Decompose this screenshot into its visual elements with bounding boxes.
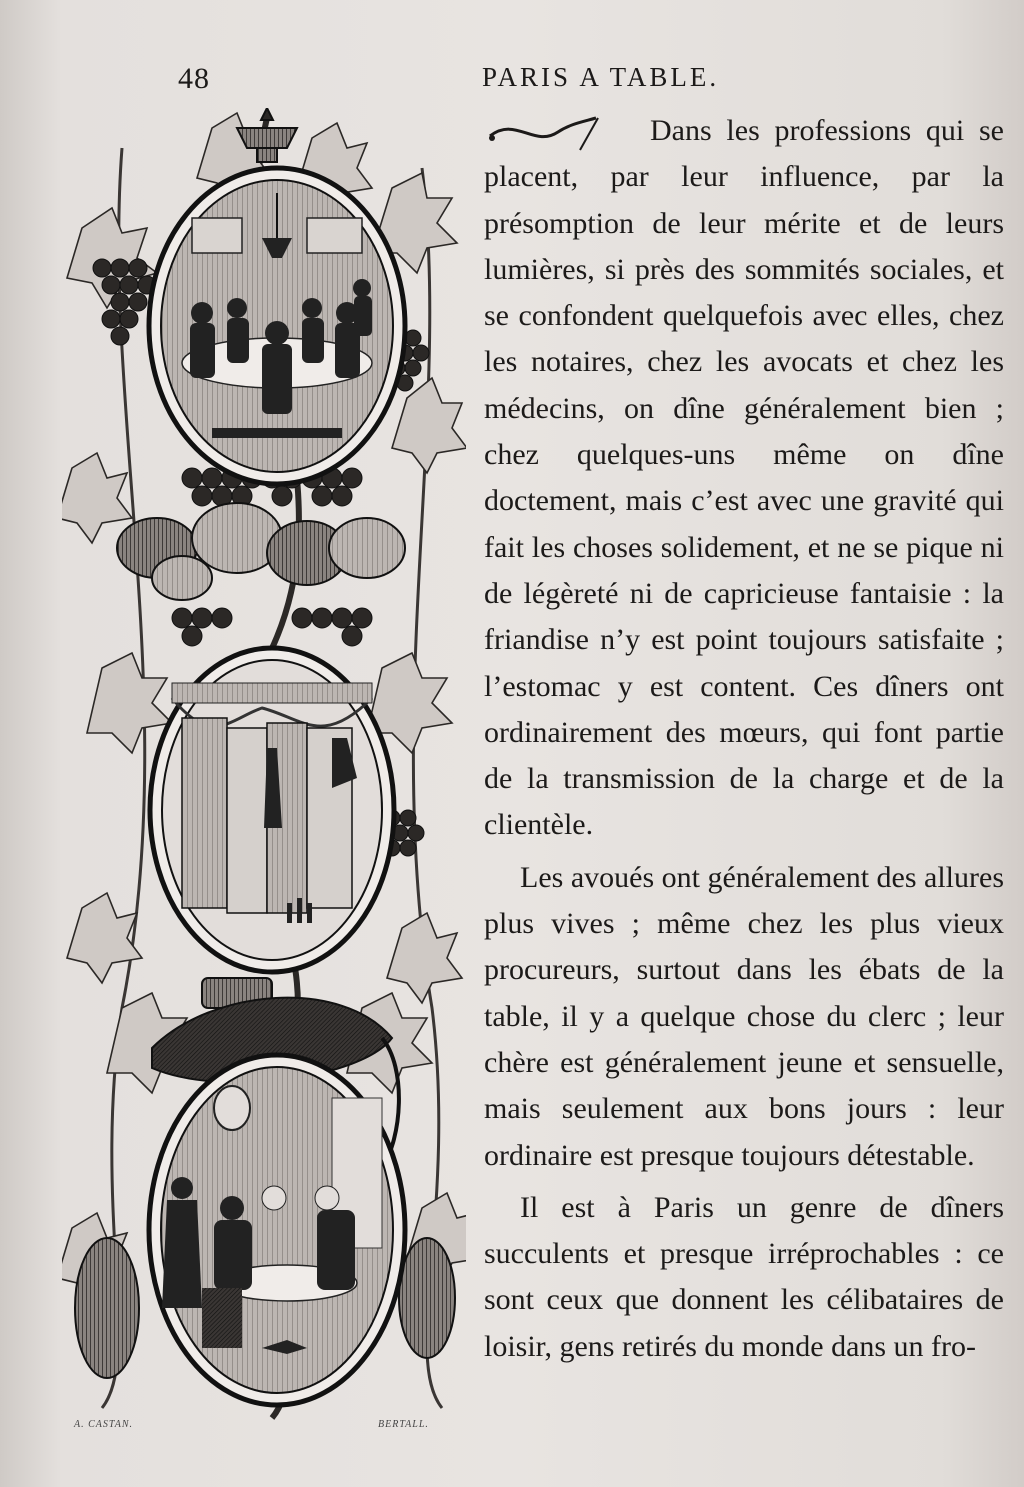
page-number: 48 bbox=[178, 62, 210, 95]
paragraph: Il est à Paris un genre de dîners succulents et presque irréprochables : ce sont ceux que donnent les célibataires de loisir, gens retirés du monde dans un fro- bbox=[484, 1190, 1004, 1363]
medallion-folding-screen bbox=[150, 648, 394, 972]
paragraph: Les avoués ont généralement des allures plus vives ; même chez les plus vieux procureurs, surtout dans les ébats de la table, il y a quelque chose du clerc ; leur chère est généralement jeune et sensuelle, mais seulement aux bons jours : leur ordinaire est presque toujours détestable. bbox=[484, 860, 1004, 1172]
paragraph: Dans les professions qui se placent, par leur influence, par la présomption de leur mérite et de leurs lumières, si près des sommités sociales, et se confondent quelquefois avec elles, chez les notaires, chez les avocats et chez les médecins, on dîne généralement bien ; chez quelques-uns même on dîne doctement, mais c’est avec une gravité qui fait les choses solidement, et ne se pique ni de légèreté ni de capricieuse fantaisie : la friandise n’y est point toujours satisfaite ; l’estomac y est content. Ces dîners ont ordinairement des mœurs, qui font partie de la transmission de la charge et de la clientèle. bbox=[484, 114, 1004, 842]
medallion-dinner-party bbox=[149, 168, 405, 484]
artist-credit: BERTALL. bbox=[378, 1419, 429, 1430]
running-title: PARIS A TABLE. bbox=[482, 62, 720, 92]
medallion-diners-served bbox=[149, 1055, 405, 1405]
engraver-credit: A. CASTAN. bbox=[74, 1419, 133, 1430]
engraved-vignette-column bbox=[62, 108, 466, 1428]
body-text bbox=[484, 108, 1004, 1370]
